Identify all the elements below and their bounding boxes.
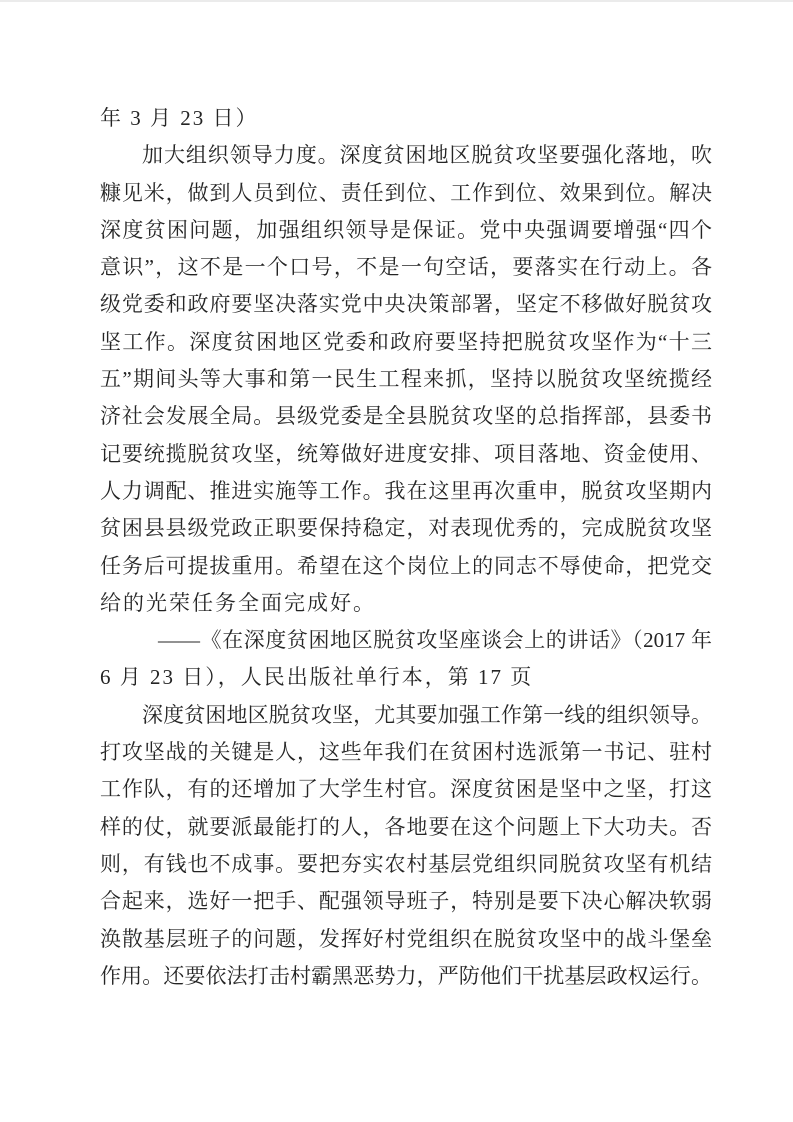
text-line: 工作队，有的还增加了大学生村官。深度贫困是坚中之坚，打这 xyxy=(100,777,712,802)
scan-edge-artifact xyxy=(0,0,793,2)
text-line: 涣散基层班子的问题，发挥好村党组织在脱贫攻坚中的战斗堡垒 xyxy=(100,926,712,951)
text-line: 济社会发展全局。县级党委是全县脱贫攻坚的总指挥部，县委书 xyxy=(100,404,712,429)
text-line: 加大组织领导力度。深度贫困地区脱贫攻坚要强化落地，吹 xyxy=(142,143,712,168)
text-block xyxy=(100,100,712,995)
text-line: 深度贫困问题，加强组织领导是保证。党中央强调要增强“四个 xyxy=(100,217,712,242)
text-line: 人力调配、推进实施等工作。我在这里再次重申，脱贫攻坚期内 xyxy=(100,478,712,503)
citation-line: ——《在深度贫困地区脱贫攻坚座谈会上的讲话》（2017 年 xyxy=(158,628,712,653)
text-line: 意识”，这不是一个口号，不是一句空话，要落实在行动上。各 xyxy=(100,255,712,280)
text-line: 级党委和政府要坚决落实党中央决策部署，坚定不移做好脱贫攻 xyxy=(100,292,712,317)
text-line: 年 3 月 23 日） xyxy=(100,106,259,130)
text-line: 糠见米，做到人员到位、责任到位、工作到位、效果到位。解决 xyxy=(100,180,712,205)
citation-line: 6 月 23 日），人民出版社单行本，第 17 页 xyxy=(100,665,534,690)
text-line: 作用。还要依法打击村霸黑恶势力，严防他们干扰基层政权运行。 xyxy=(100,963,712,988)
text-line: 样的仗，就要派最能打的人，各地要在这个问题上下大功夫。否 xyxy=(100,814,712,839)
text-line: 记要统揽脱贫攻坚，统筹做好进度安排、项目落地、资金使用、 xyxy=(100,441,712,466)
text-line: 打攻坚战的关键是人，这些年我们在贫困村选派第一书记、驻村 xyxy=(100,740,712,765)
text-line: 深度贫困地区脱贫攻坚，尤其要加强工作第一线的组织领导。 xyxy=(142,702,712,727)
text-line: 坚工作。深度贫困地区党委和政府要坚持把脱贫攻坚作为“十三 xyxy=(100,329,712,354)
text-line: 任务后可提拔重用。希望在这个岗位上的同志不辱使命，把党交 xyxy=(100,553,712,578)
text-line: 则，有钱也不成事。要把夯实农村基层党组织同脱贫攻坚有机结 xyxy=(100,851,712,876)
text-line: 五”期间头等大事和第一民生工程来抓，坚持以脱贫攻坚统揽经 xyxy=(100,367,712,392)
text-line: 贫困县县级党政正职要保持稳定，对表现优秀的，完成脱贫攻坚 xyxy=(100,516,712,541)
text-line: 合起来，选好一把手、配强领导班子，特别是要下决心解决软弱 xyxy=(100,889,712,914)
text-line: 给的光荣任务全面完成好。 xyxy=(100,590,376,615)
